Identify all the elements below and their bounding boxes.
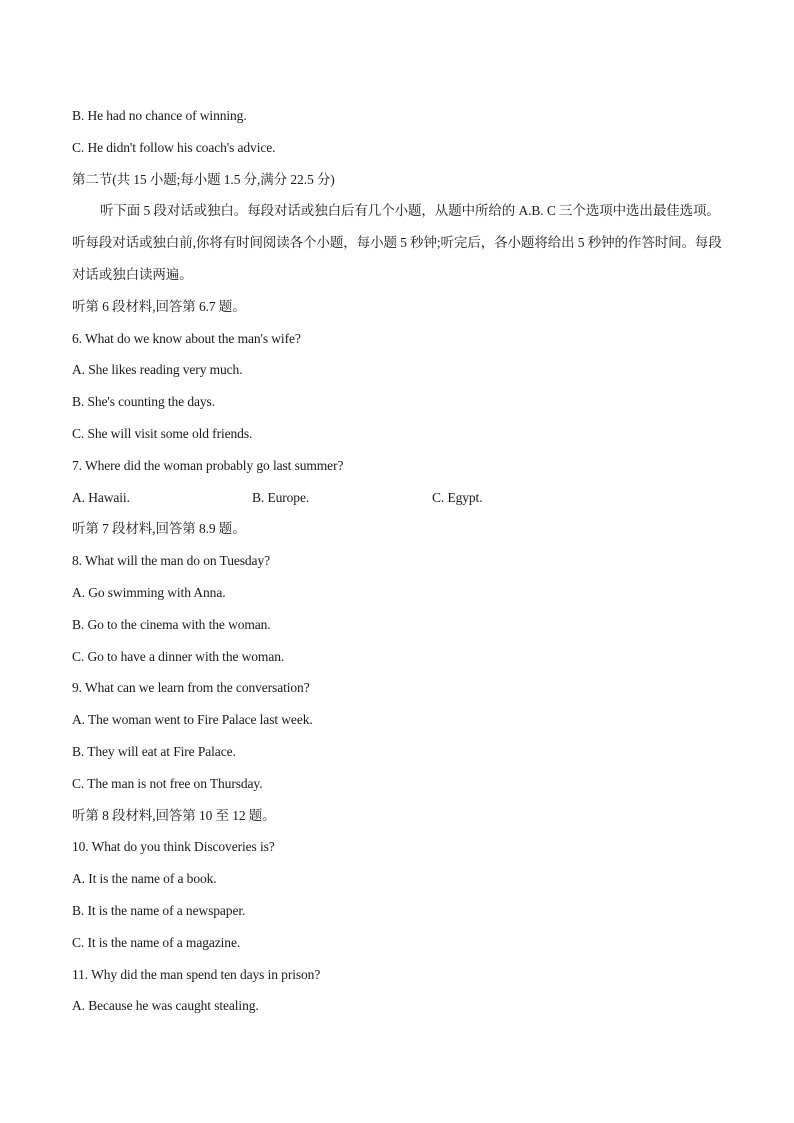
question: 7. Where did the woman probably go last summer?	[72, 457, 344, 473]
option-line: C. It is the name of a magazine.	[72, 934, 241, 950]
option-line: B. He had no chance of winning.	[72, 108, 247, 123]
question: 11. Why did the man spend ten days in prison?	[72, 966, 321, 982]
material-heading: 听第 7 段材料,回答第 8.9 题。	[72, 521, 246, 537]
option-line: B. They will eat at Fire Palace.	[72, 743, 236, 759]
exam-page	[72, 100, 732, 1022]
option-line: C. The man is not free on Thursday.	[72, 775, 263, 791]
option-line: C. He didn't follow his coach's advice.	[72, 139, 276, 155]
option-line: B. It is the name of a newspaper.	[72, 902, 246, 918]
option-line: B. Go to the cinema with the woman.	[72, 616, 271, 632]
option-line: A. It is the name of a book.	[72, 871, 217, 887]
option-b: B. Europe.	[252, 489, 310, 505]
option-c: C. Egypt.	[432, 489, 483, 505]
option-line: A. Go swimming with Anna.	[72, 584, 226, 600]
option-line: A. She likes reading very much.	[72, 362, 243, 378]
question: 10. What do you think Discoveries is?	[72, 839, 275, 855]
option-row	[72, 482, 732, 514]
option-line: C. Go to have a dinner with the woman.	[72, 648, 285, 664]
option-line: C. She will visit some old friends.	[72, 425, 253, 441]
material-heading: 听第 6 段材料,回答第 6.7 题。	[72, 298, 246, 314]
question: 9. What can we learn from the conversation?	[72, 680, 310, 696]
section-heading: 第二节(共 15 小题;每小题 1.5 分,满分 22.5 分)	[72, 171, 335, 187]
question: 6. What do we know about the man's wife?	[72, 330, 301, 346]
option-line: A. The woman went to Fire Palace last week.	[72, 712, 313, 728]
section-instruction: 听下面 5 段对话或独白。每段对话或独白后有几个小题，从题中所给的 A.B. C 三个选项中选出最佳选项。听每段对话或独白前,你将有时间阅读各个小题，每小题 5 秒钟;听完后，各小题将给出 5 秒钟的作答时间。每段对话或独白读两遍。	[72, 203, 722, 282]
option-line: A. Because he was caught stealing.	[72, 998, 259, 1014]
material-heading: 听第 8 段材料,回答第 10 至 12 题。	[72, 807, 276, 823]
option-a: A. Hawaii.	[72, 489, 130, 505]
option-line: B. She's counting the days.	[72, 394, 215, 410]
question: 8. What will the man do on Tuesday?	[72, 553, 270, 569]
